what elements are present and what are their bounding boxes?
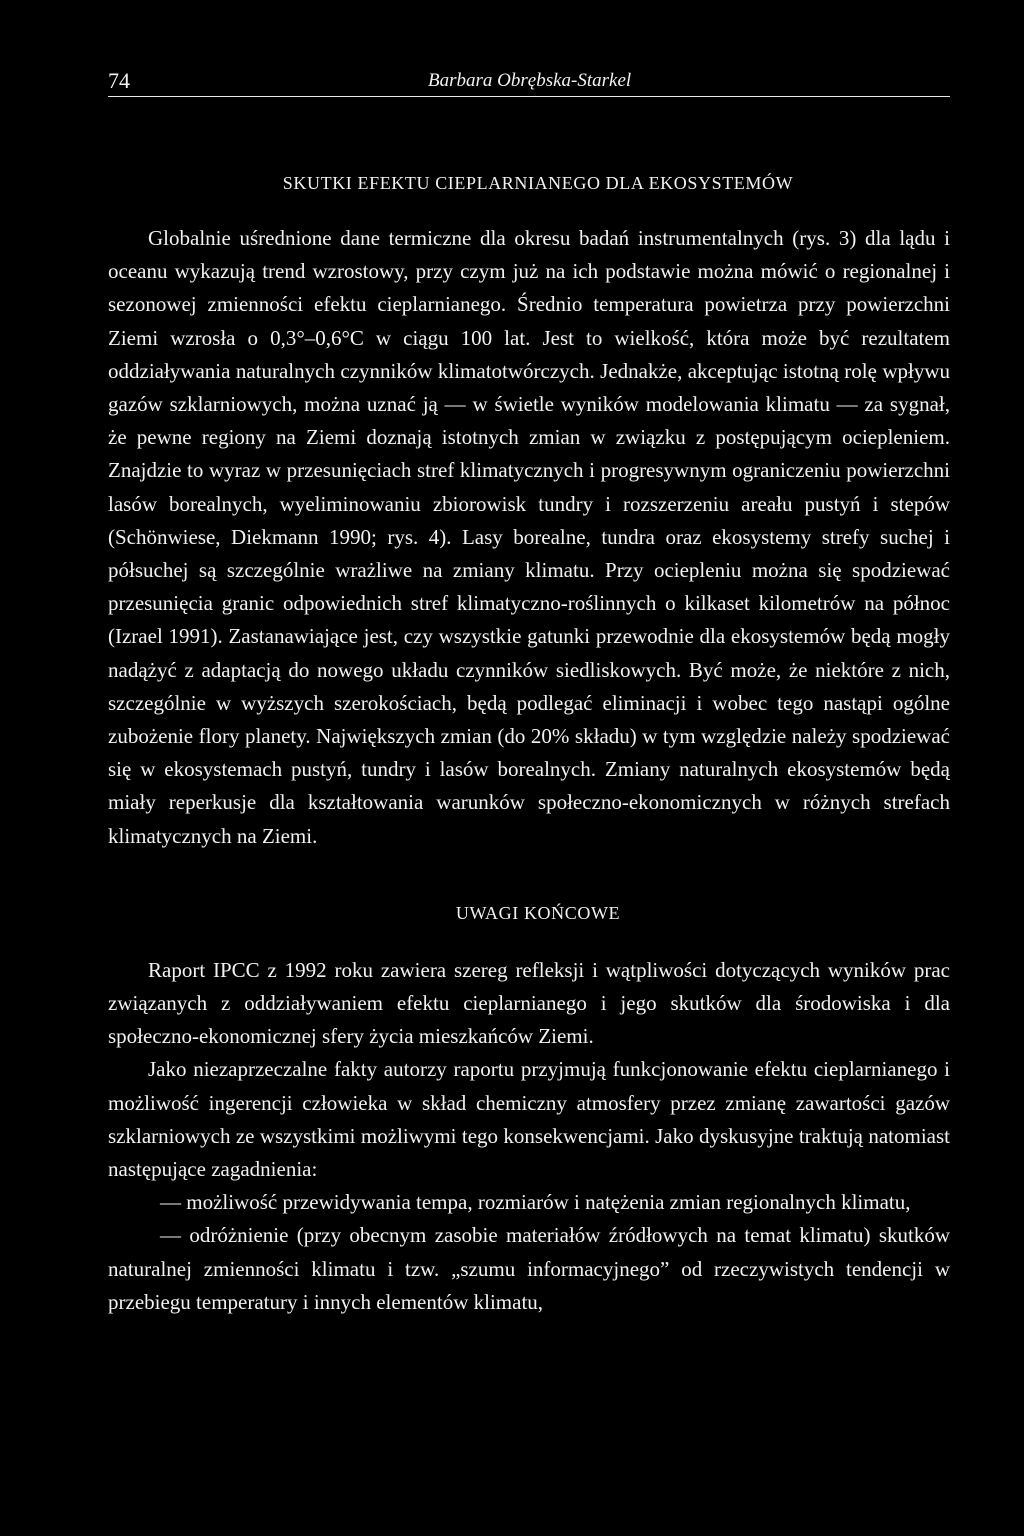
body-paragraph: Jako niezaprzeczalne fakty autorzy raportu przyjmują funkcjonowanie efektu cieplarnianego i możliwość ingerencji człowieka w skład chemiczny atmosfery przez zmianę zawartości gazów szklarniowych ze wszystkimi możliwymi tego konsekwencjami. Jako dyskusyjne traktują natomiast następujące zagadnienia:: [108, 1057, 950, 1182]
section-heading-effects: SKUTKI EFEKTU CIEPLARNIANEGO DLA EKOSYSTEMÓW: [282, 173, 794, 193]
body-paragraph: Globalnie uśrednione dane termiczne dla okresu badań instrumentalnych (rys. 3) dla lądu i oceanu wykazują trend wzrostowy, przy czym już na ich podstawie można mówić o regionalnej i sezonowej zmienności efektu cieplarnianego. Średnio temperatura powietrza przy powierzchni Ziemi wzrosła o 0,3°–0,6°C w ciągu 100 lat. Jest to wielkość, która może być rezultatem oddziaływania naturalnych czynników klimatotwórczych. Jednakże, akceptując istotną rolę wpływu gazów szklarniowych, można uznać ją — w świetle wyników modelowania klimatu — za sygnał, że pewne regiony na Ziemi doznają istotnych zmian w związku z postępującym ociepleniem. Znajdzie to wyraz w przesunięciach stref klimatycznych i progresywnym ograniczeniu powierzchni lasów borealnych, wyeliminowaniu zbiorowisk tundry i rozszerzeniu areału pustyń i stepów (Schönwiese, Diekmann 1990; rys. 4). Lasy borealne, tundra oraz ekosystemy strefy suchej i półsuchej są szczególnie wrażliwe na zmiany klimatu. Przy ociepleniu można się spodziewać przesunięcia granic odpowiednich stref klimatyczno-roślinnych o kilkaset kilometrów na północ (Izrael 1991). Zastanawiające jest, czy wszystkie gatunki przewodnie dla ekosystemów będą mogły nadążyć z adaptacją do nowego układu czynników siedliskowych. Być może, że niektóre z nich, szczególnie w wyższych szerokościach, będą podlegać eliminacji i wobec tego nastąpi ogólne zubożenie flory planety. Największych zmian (do 20% składu) w tym względzie należy spodziewać się w ekosystemach pustyń, tundry i lasów borealnych. Zmiany naturalnych ekosystemów będą miały reperkusje dla kształtowania warunków społeczno-ekonomicznych w różnych strefach klimatycznych na Ziemi.: [108, 226, 950, 848]
list-item: — możliwość przewidywania tempa, rozmiarów i natężenia zmian regionalnych klimatu,: [160, 1190, 911, 1215]
page-number: 74: [108, 68, 130, 93]
list-item: — odróżnienie (przy obecnym zasobie materiałów źródłowych na temat klimatu) skutków naturalnej zmienności klimatu i tzw. „szumu informacyjnego” od rzeczywistych tendencji w przebiegu temperatury i innych elementów klimatu,: [108, 1223, 950, 1314]
document-page: [108, 64, 950, 1319]
body-paragraph: Raport IPCC z 1992 roku zawiera szereg refleksji i wątpliwości dotyczących wyników prac związanych z oddziaływaniem efektu cieplarnianego i jego skutków dla środowiska i dla społeczno-ekonomicznej sfery życia mieszkańców Ziemi.: [108, 957, 950, 1049]
running-header: [108, 64, 950, 97]
section-heading-closing-remarks: UWAGI KOŃCOWE: [455, 902, 621, 923]
running-head-author: Barbara Obrębska-Starkel: [428, 70, 632, 91]
